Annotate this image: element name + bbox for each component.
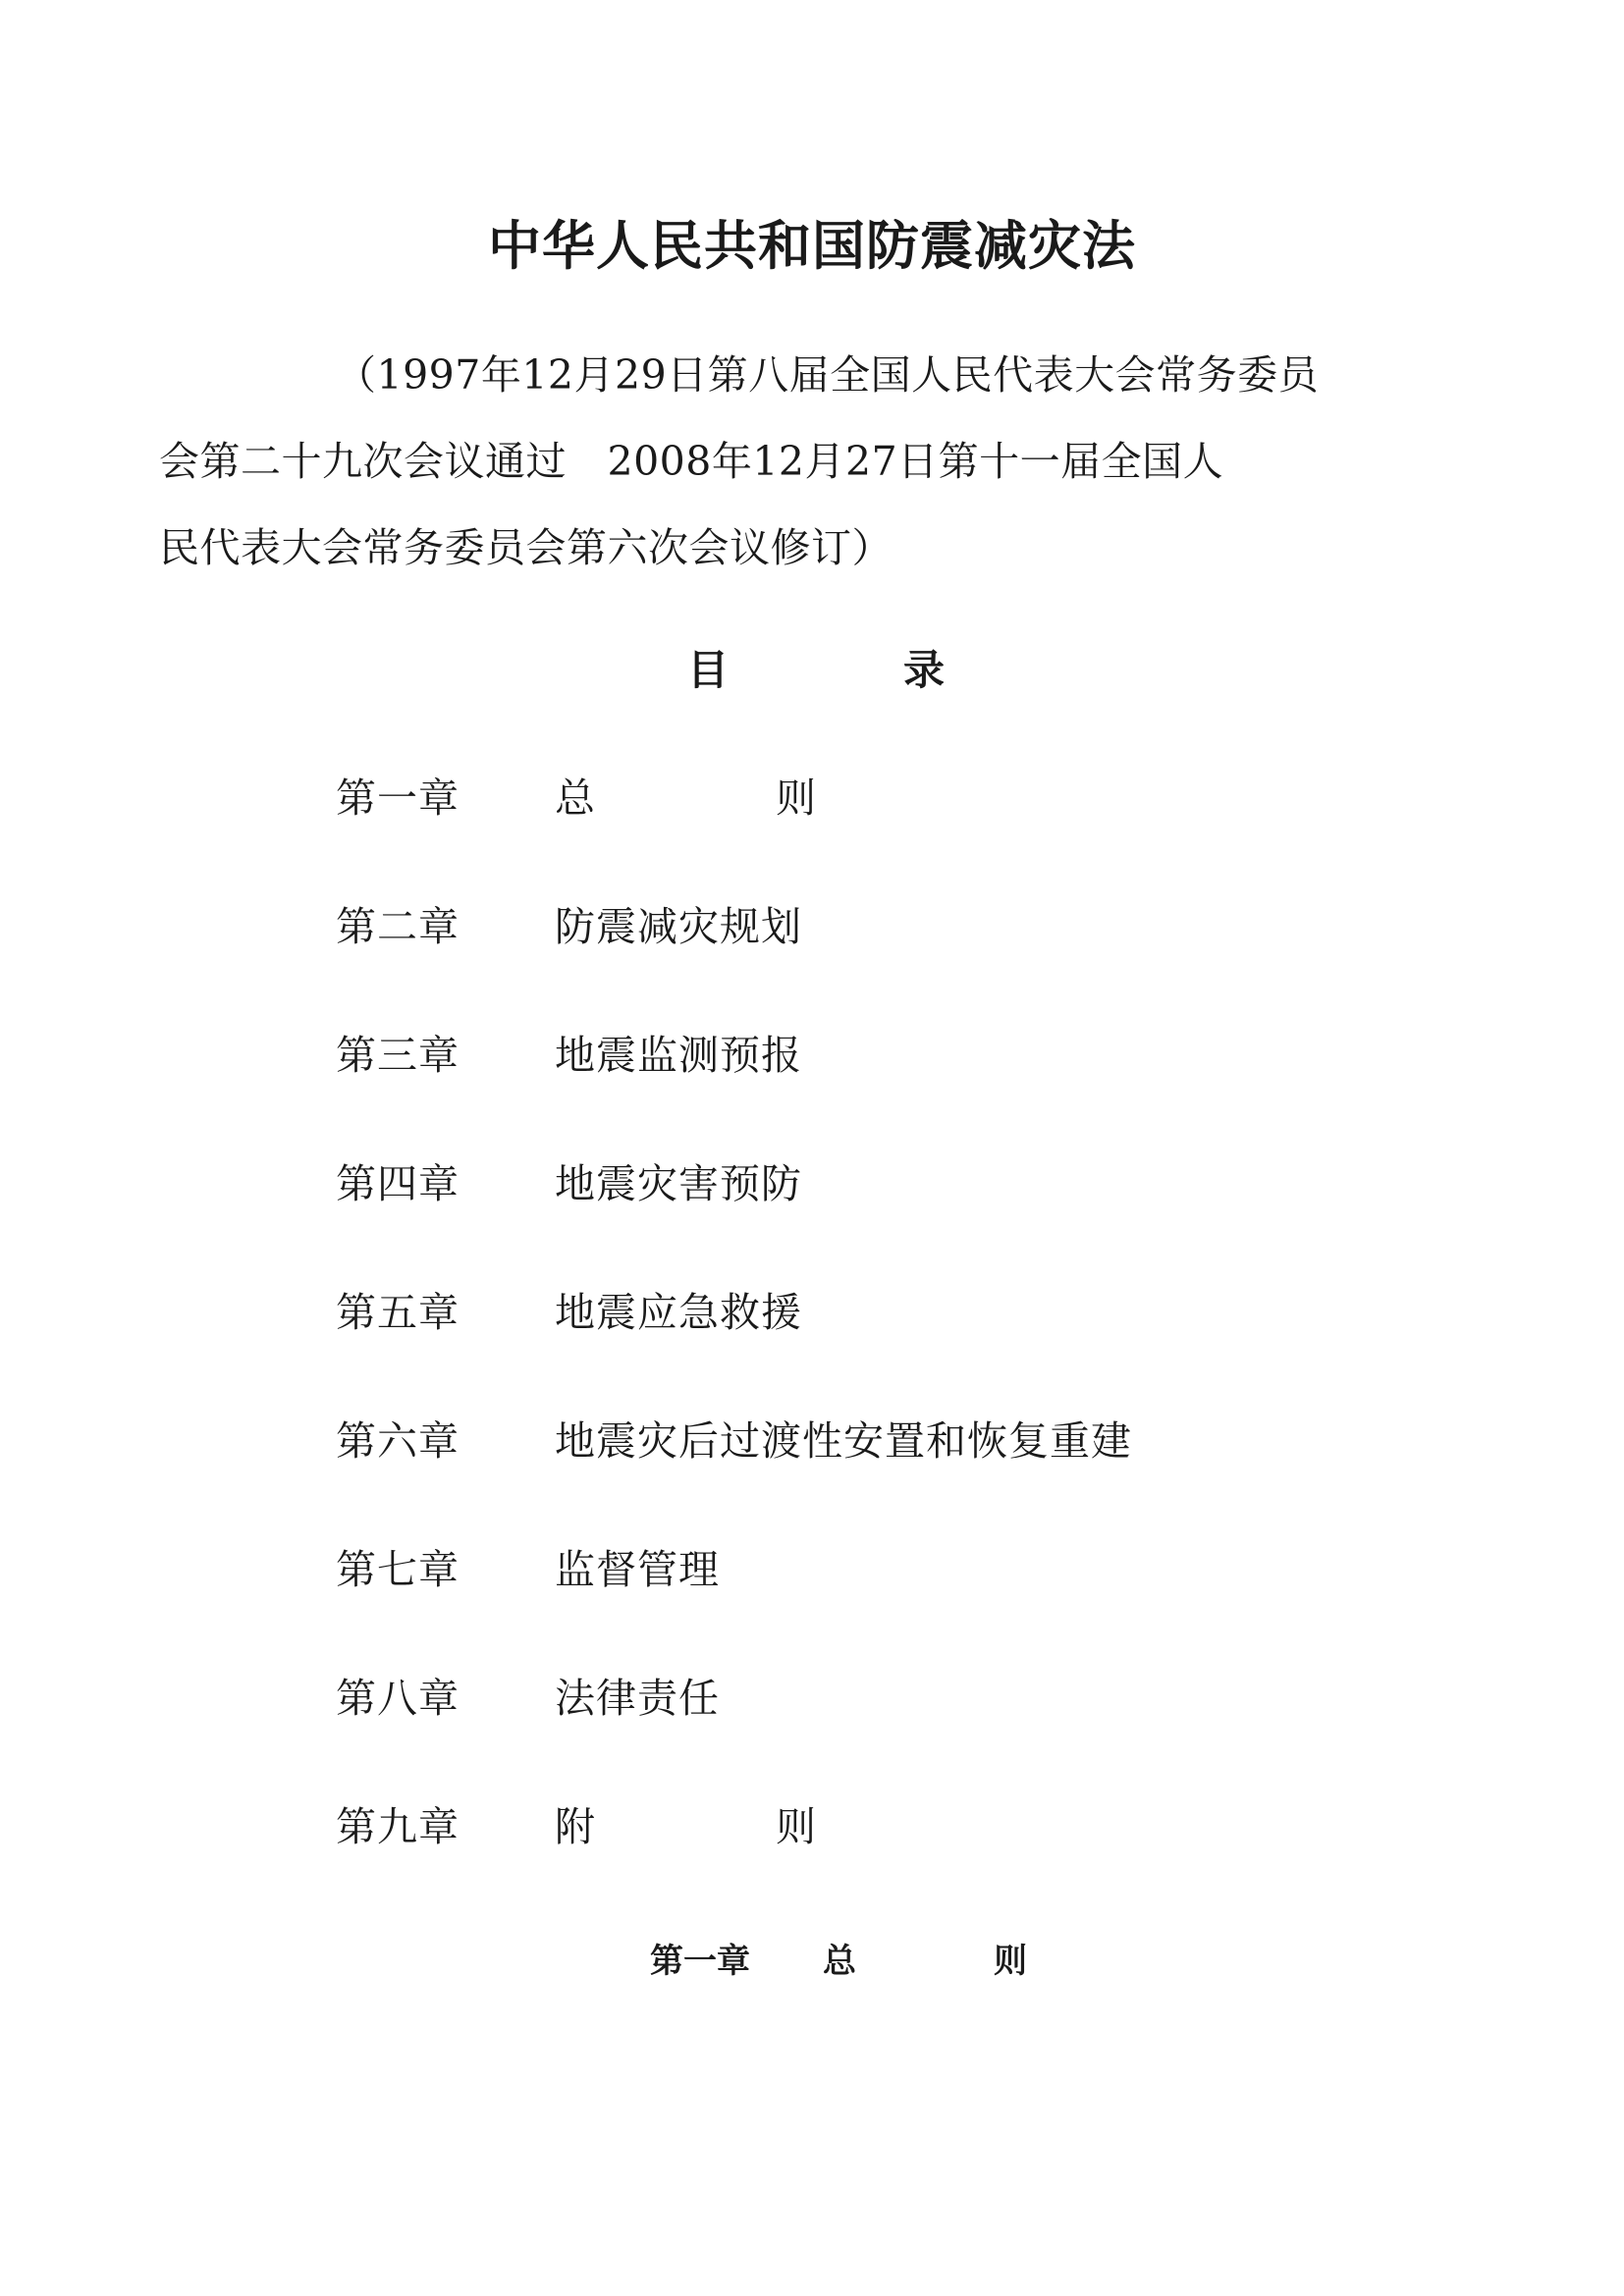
toc-chapter-number: 第八章: [336, 1675, 460, 1722]
toc-heading-right: 录: [903, 646, 946, 694]
toc-chapter-number: 第二章: [336, 903, 460, 950]
toc-chapter-name: 地震监测预报: [555, 1032, 802, 1079]
toc-item[interactable]: [0, 1151, 1624, 1280]
document-title: 中华人民共和国防震减灾法: [488, 215, 1136, 277]
section-name-part: 则: [994, 1942, 1027, 1981]
section-chapter-number: 第一章: [650, 1942, 750, 1981]
document-subtitle: [159, 332, 1388, 591]
toc-chapter-name: 法律责任: [555, 1675, 720, 1722]
toc-chapter-number: 第四章: [336, 1160, 460, 1207]
toc-item[interactable]: [0, 1537, 1624, 1666]
toc-item[interactable]: [0, 1409, 1624, 1537]
toc-chapter-number: 第一章: [336, 774, 460, 822]
toc-item[interactable]: [0, 1666, 1624, 1794]
toc-chapter-name-part: 则: [776, 774, 816, 822]
toc-chapter-name: 地震灾害预防: [555, 1160, 802, 1207]
toc-item[interactable]: [0, 1023, 1624, 1151]
toc-chapter-name: 防震减灾规划: [555, 903, 802, 950]
toc-chapter-number: 第五章: [336, 1289, 460, 1336]
toc-chapter-name-part: 附: [555, 1803, 595, 1850]
toc-chapter-name-part: 则: [776, 1803, 816, 1850]
toc-chapter-name-part: 总: [555, 774, 595, 822]
toc-chapter-number: 第三章: [336, 1032, 460, 1079]
toc-item[interactable]: [0, 1794, 1624, 1923]
toc-list: [0, 766, 1624, 1923]
toc-chapter-name: 地震灾后过渡性安置和恢复重建: [555, 1417, 1132, 1465]
toc-chapter-number: 第七章: [336, 1546, 460, 1593]
toc-item[interactable]: [0, 894, 1624, 1023]
section-name-part: 总: [823, 1942, 856, 1981]
subtitle-line: （1997年12月29日第八届全国人民代表大会常务委员: [336, 351, 1320, 399]
toc-heading-left: 目: [687, 646, 730, 694]
subtitle-line: 会第二十九次会议通过 2008年12月27日第十一届全国人: [159, 438, 1224, 485]
section-heading: [0, 1934, 1624, 1983]
toc-chapter-name: 地震应急救援: [555, 1289, 802, 1336]
subtitle-line: 民代表大会常务委员会第六次会议修订）: [159, 524, 893, 571]
toc-chapter-name: 监督管理: [555, 1546, 720, 1593]
toc-chapter-number: 第九章: [336, 1803, 460, 1850]
toc-chapter-number: 第六章: [336, 1417, 460, 1465]
toc-item[interactable]: [0, 1280, 1624, 1409]
toc-heading: [0, 638, 1624, 697]
toc-item[interactable]: [0, 766, 1624, 894]
